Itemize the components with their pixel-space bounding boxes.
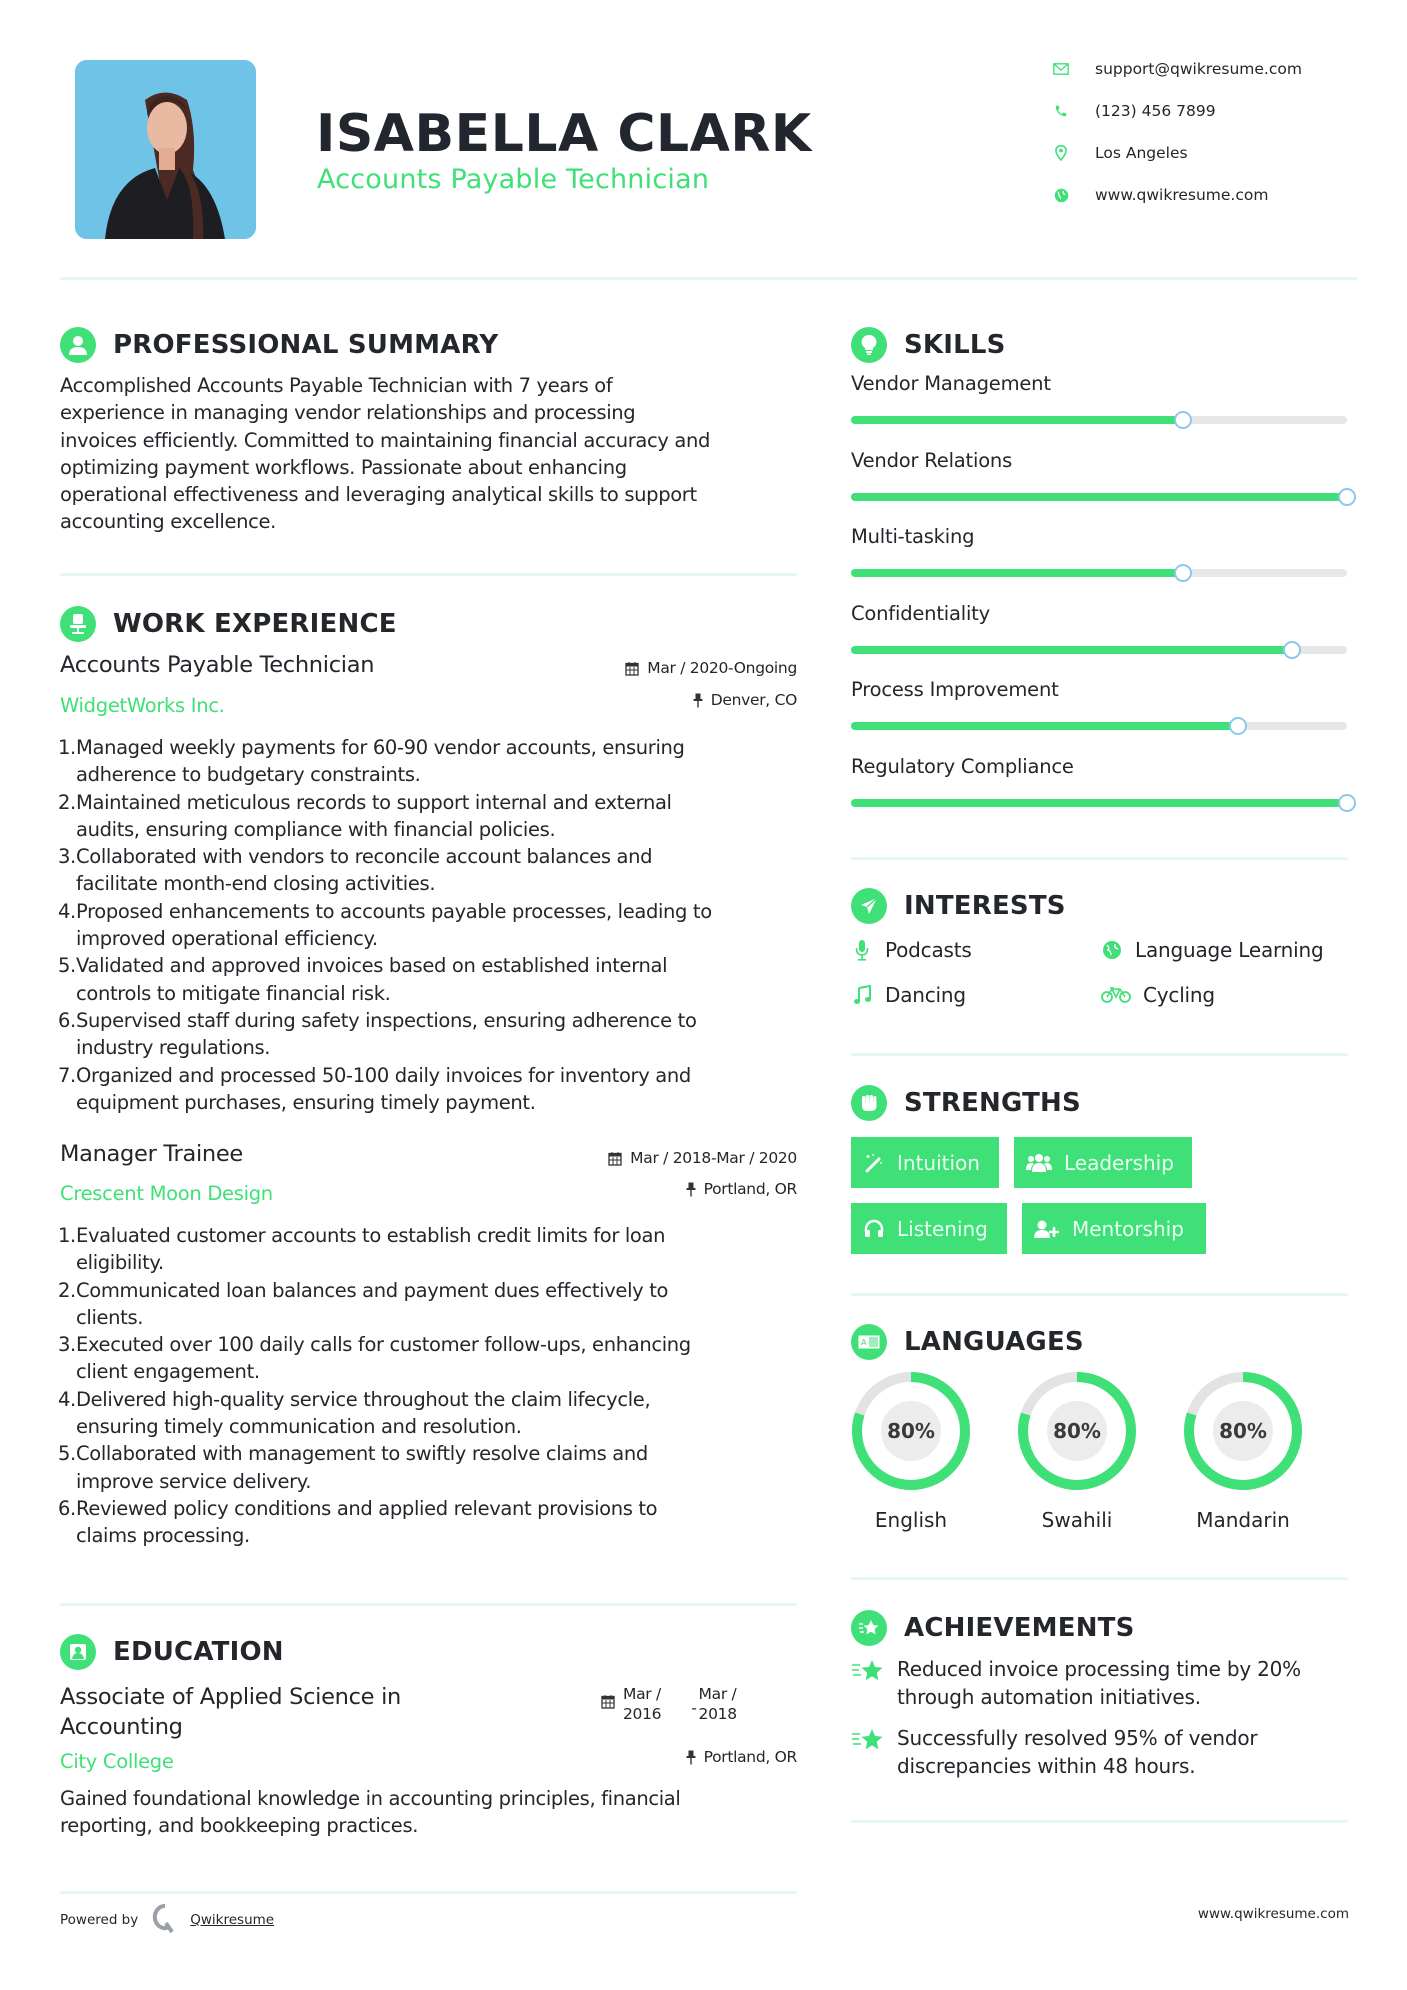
summary-section-header — [60, 327, 498, 363]
skills-section-header — [851, 327, 1006, 363]
interest-podcasts — [851, 938, 972, 962]
list-item: 3. Collaborated with vendors to reconcile account balances and facilitate month-end closing activities. — [58, 845, 653, 896]
section-divider — [851, 1293, 1348, 1296]
envelope-icon — [1052, 60, 1070, 78]
skill-level-bar — [851, 416, 1347, 424]
skill-level-knob — [1174, 411, 1192, 429]
globe-icon — [1052, 186, 1070, 204]
education-section-header — [60, 1634, 284, 1670]
strength-leadership — [1014, 1137, 1192, 1188]
person-photo-illustration — [75, 60, 256, 239]
powered-by — [60, 1903, 274, 1937]
fist-icon — [851, 1085, 887, 1121]
contact-email-text: support@qwikresume.com — [1095, 60, 1302, 78]
summary-line: invoices efficiently. Committed to maintaining financial accuracy and — [60, 428, 711, 452]
strength-label: Intuition — [897, 1150, 980, 1175]
language-item — [841, 1370, 981, 1532]
achievement-item — [851, 1725, 1351, 1780]
languages-heading: LANGUAGES — [904, 1327, 1084, 1357]
strengths-heading: STRENGTHS — [904, 1088, 1081, 1118]
achievement-text: Reduced invoice processing time by 20% — [897, 1657, 1301, 1681]
calendar-icon — [625, 661, 639, 676]
contact-location — [1052, 141, 1372, 165]
language-progress-ring — [1016, 1370, 1138, 1492]
office-chair-icon — [60, 606, 96, 642]
skill-label: Confidentiality — [851, 602, 990, 625]
language-name: English — [874, 1508, 948, 1532]
map-pin-icon — [1052, 144, 1070, 162]
achievement-text: discrepancies within 48 hours. — [897, 1753, 1196, 1778]
language-progress-ring — [850, 1370, 972, 1492]
summary-text — [60, 372, 800, 536]
list-item: 6. Supervised staff during safety inspections, ensuring adherence to industry regulations. — [58, 1008, 697, 1060]
list-item: 2. Communicated loan balances and payment dues effectively to clients. — [58, 1278, 669, 1329]
interests-heading: INTERESTS — [904, 891, 1066, 921]
contact-website[interactable] — [1052, 183, 1372, 207]
candidate-title: Accounts Payable Technician — [317, 164, 710, 195]
language-item — [1007, 1370, 1147, 1532]
phone-icon — [1052, 102, 1070, 120]
contact-phone-text: (123) 456 7899 — [1095, 102, 1216, 120]
interest-label: Podcasts — [885, 938, 972, 962]
skill-level-fill — [851, 416, 1183, 424]
achievement-text: through automation initiatives. — [897, 1684, 1201, 1709]
candidate-name: ISABELLA CLARK — [316, 104, 812, 164]
magic-wand-icon — [863, 1152, 885, 1174]
pushpin-icon — [686, 1182, 696, 1197]
globe-icon — [1101, 939, 1123, 961]
strength-mentorship — [1022, 1203, 1206, 1254]
users-icon — [1026, 1152, 1052, 1174]
job-dates — [497, 1149, 797, 1167]
contact-email[interactable] — [1052, 57, 1372, 81]
music-note-icon — [851, 984, 873, 1006]
strength-label: Listening — [897, 1216, 988, 1241]
experience-heading: WORK EXPERIENCE — [113, 609, 397, 639]
skill-level-knob — [1338, 794, 1356, 812]
skill-level-fill — [851, 569, 1183, 577]
education-description: Gained foundational knowledge in accounting principles, financial reporting, and bookkeeping practices. — [60, 1787, 681, 1838]
skill-level-bar — [851, 722, 1347, 730]
achievements-section-header — [851, 1610, 1135, 1646]
paper-plane-icon — [851, 888, 887, 924]
star-badge-icon — [851, 1610, 887, 1646]
job-dates-text: Mar / 2018-Mar / 2020 — [630, 1149, 797, 1167]
strengths-section-header — [851, 1085, 1081, 1121]
section-divider — [60, 573, 797, 576]
calendar-icon — [601, 1694, 615, 1709]
contact-website-text: www.qwikresume.com — [1095, 186, 1269, 204]
user-plus-icon — [1034, 1218, 1060, 1240]
skill-level-fill — [851, 722, 1238, 730]
interests-section-header — [851, 888, 1066, 924]
company-name: WidgetWorks Inc. — [60, 694, 225, 717]
job-duties-list — [58, 1222, 818, 1550]
microphone-icon — [851, 939, 873, 961]
interest-label: Dancing — [885, 983, 966, 1007]
list-item: 4. Delivered high-quality service throughout the claim lifecycle, ensuring timely communication and resolution. — [58, 1387, 651, 1439]
job-location — [497, 1180, 797, 1198]
interest-label: Cycling — [1143, 983, 1215, 1007]
summary-line: optimizing payment workflows. Passionate about enhancing — [60, 455, 627, 479]
job-location — [497, 691, 797, 709]
interest-language-learning — [1101, 938, 1324, 962]
degree-title — [60, 1682, 401, 1742]
achievement-item — [851, 1656, 1351, 1711]
skill-level-knob — [1174, 564, 1192, 582]
summary-line: experience in managing vendor relationships and processing — [60, 401, 636, 425]
contact-phone[interactable] — [1052, 99, 1372, 123]
language-item — [1173, 1370, 1313, 1532]
skill-level-fill — [851, 493, 1347, 501]
strength-intuition — [851, 1137, 999, 1188]
section-divider — [851, 1820, 1348, 1823]
bicycle-icon — [1101, 984, 1131, 1006]
language-percent: 80% — [881, 1401, 941, 1461]
list-item: 3. Executed over 100 daily calls for customer follow-ups, enhancing client engagement. — [58, 1333, 691, 1384]
list-item: 5. Validated and approved invoices based on established internal controls to mitigate financial risk. — [58, 954, 668, 1005]
job-dates — [497, 659, 797, 677]
degree-line: Associate of Applied Science in — [60, 1684, 401, 1710]
skill-level-fill — [851, 646, 1292, 654]
skills-heading: SKILLS — [904, 330, 1006, 360]
calendar-icon — [608, 1151, 622, 1166]
list-item: 2. Maintained meticulous records to support internal and external audits, ensuring compliance with financial policies. — [58, 790, 672, 841]
qwikresume-link[interactable]: Qwikresume — [190, 1912, 275, 1928]
list-item: 1. Evaluated customer accounts to establish credit limits for loan eligibility. — [58, 1224, 666, 1275]
header-divider — [60, 277, 1358, 280]
language-percent: 80% — [1213, 1401, 1273, 1461]
list-item: 6. Reviewed policy conditions and applied relevant provisions to claims processing. — [58, 1496, 658, 1548]
user-icon — [60, 327, 96, 363]
skill-level-knob — [1283, 641, 1301, 659]
skill-label: Process Improvement — [851, 678, 1059, 701]
star-icon — [851, 1727, 885, 1753]
summary-line: accounting excellence. — [60, 510, 277, 534]
degree-line: Accounting — [60, 1714, 183, 1740]
profile-photo — [75, 60, 256, 239]
section-divider — [851, 857, 1348, 860]
section-divider — [851, 1577, 1348, 1580]
skill-level-bar — [851, 569, 1347, 577]
skill-level-knob — [1229, 717, 1247, 735]
section-divider — [851, 1053, 1348, 1056]
strength-listening — [851, 1203, 1007, 1254]
list-item: 7. Organized and processed 50-100 daily invoices for inventory and equipment purchases, ensuring timely payment. — [58, 1063, 691, 1114]
skill-label: Multi-tasking — [851, 525, 975, 548]
lightbulb-icon — [851, 327, 887, 363]
education-location-text: Portland, OR — [703, 1748, 797, 1766]
pushpin-icon — [693, 693, 703, 708]
start-date: Mar / 2016 — [623, 1685, 662, 1723]
footer-website[interactable]: www.qwikresume.com — [1197, 1906, 1349, 1922]
translate-icon — [851, 1324, 887, 1360]
graduate-icon — [60, 1634, 96, 1670]
skill-label: Vendor Management — [851, 372, 1051, 395]
job-location-text: Denver, CO — [710, 691, 797, 709]
skill-level-bar — [851, 493, 1347, 501]
skill-level-fill — [851, 799, 1347, 807]
summary-heading: PROFESSIONAL SUMMARY — [113, 330, 499, 360]
list-item: 5. Collaborated with management to swiftly resolve claims and improve service delivery. — [58, 1442, 648, 1493]
skill-level-bar — [851, 799, 1347, 807]
skill-level-bar — [851, 646, 1347, 654]
summary-line: Accomplished Accounts Payable Technician with 7 years of — [60, 374, 613, 397]
section-divider — [60, 1603, 797, 1606]
language-progress-ring — [1182, 1370, 1304, 1492]
language-percent: 80% — [1047, 1401, 1107, 1461]
strength-label: Mentorship — [1072, 1216, 1184, 1241]
star-icon — [851, 1658, 885, 1684]
job-title: Accounts Payable Technician — [60, 652, 375, 678]
summary-line: operational effectiveness and leveraging analytical skills to support — [60, 483, 697, 507]
language-name: Swahili — [1041, 1508, 1113, 1532]
language-name: Mandarin — [1196, 1508, 1290, 1532]
skill-level-knob — [1338, 488, 1356, 506]
pushpin-icon — [686, 1750, 696, 1765]
languages-section-header — [851, 1324, 1084, 1360]
job-dates-text: Mar / 2020-Ongoing — [647, 659, 797, 677]
qwikresume-logo-icon — [152, 1903, 178, 1937]
achievement-text: Successfully resolved 95% of vendor — [897, 1726, 1258, 1750]
education-location — [497, 1748, 797, 1766]
school-name: City College — [60, 1750, 174, 1773]
experience-section-header — [60, 606, 397, 642]
job-title: Manager Trainee — [60, 1141, 243, 1167]
powered-by-label: Powered by — [60, 1912, 139, 1928]
end-date: Mar / 2018 — [698, 1685, 737, 1723]
job-duties-list — [58, 734, 818, 1116]
date-separator: - — [691, 1699, 697, 1717]
interest-label: Language Learning — [1135, 938, 1324, 962]
contact-location-text: Los Angeles — [1095, 144, 1188, 162]
education-heading: EDUCATION — [113, 1637, 284, 1667]
education-dates — [601, 1684, 737, 1724]
interest-cycling — [1101, 983, 1215, 1007]
strength-label: Leadership — [1064, 1150, 1174, 1175]
skill-label: Regulatory Compliance — [851, 755, 1074, 778]
company-name: Crescent Moon Design — [60, 1182, 273, 1205]
list-item: 4. Proposed enhancements to accounts payable processes, leading to improved operational efficiency. — [58, 899, 712, 951]
skill-label: Vendor Relations — [851, 449, 1013, 472]
footer-divider — [60, 1891, 797, 1894]
achievements-heading: ACHIEVEMENTS — [904, 1613, 1135, 1643]
list-item: 1. Managed weekly payments for 60-90 vendor accounts, ensuring adherence to budgetary constraints. — [58, 736, 685, 787]
interest-dancing — [851, 983, 966, 1007]
job-location-text: Portland, OR — [703, 1180, 797, 1198]
headphones-icon — [863, 1218, 885, 1240]
svg-text:A: A — [861, 1338, 867, 1347]
